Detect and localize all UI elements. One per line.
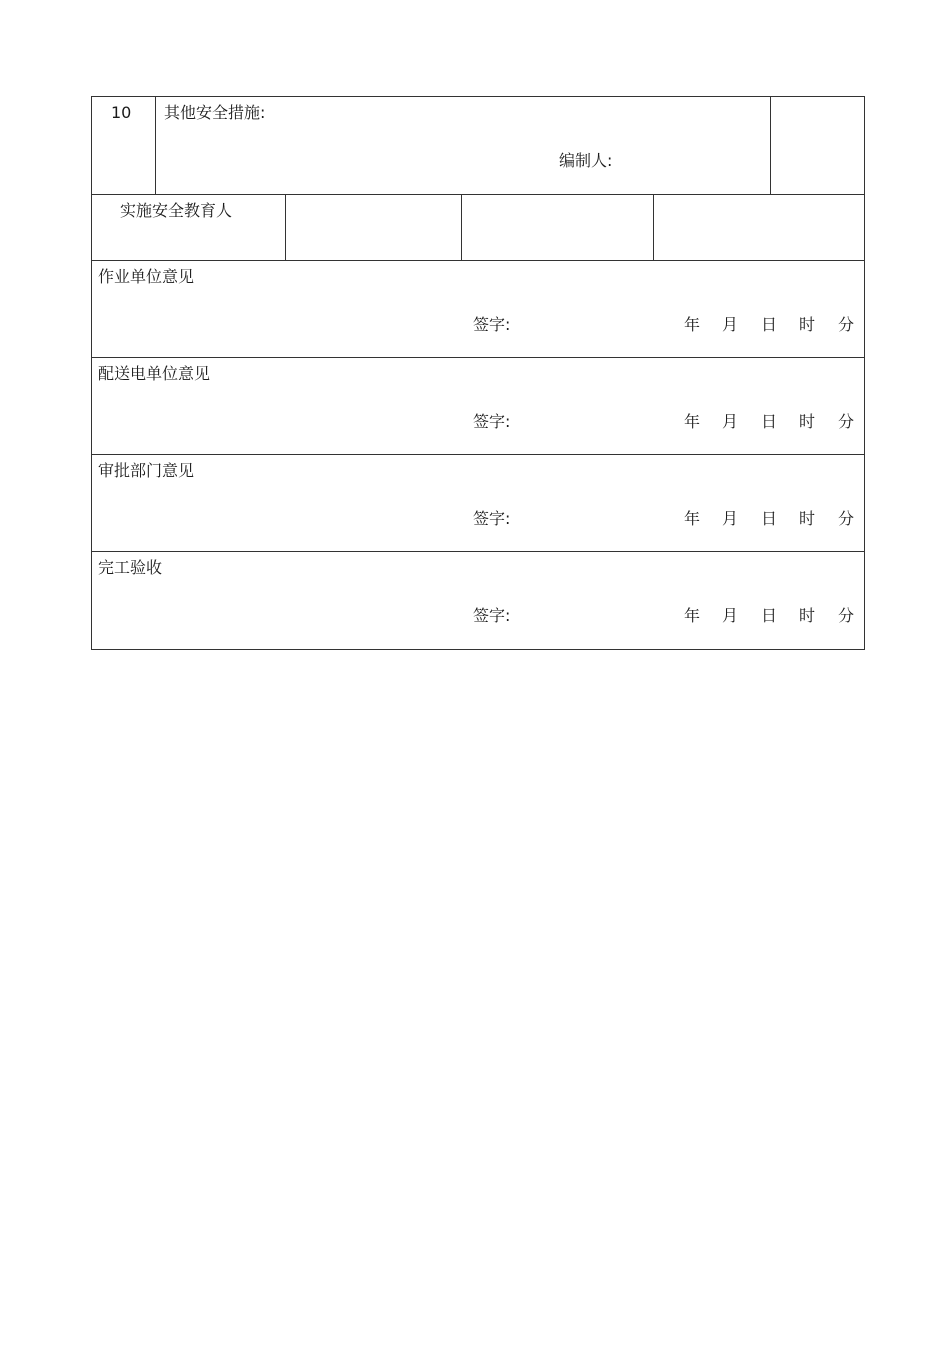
education-field-3[interactable]: [653, 195, 864, 261]
month-label: 月: [722, 606, 739, 625]
hour-label: 时: [799, 509, 816, 528]
signature-label: 签字:: [473, 315, 511, 334]
compiler-label: 编制人:: [559, 151, 613, 170]
work-unit-opinion-row[interactable]: [92, 260, 864, 358]
year-label: 年: [684, 412, 701, 431]
signature-label: 签字:: [473, 412, 511, 431]
hour-label: 时: [799, 315, 816, 334]
opinion-title: 完工验收: [98, 558, 163, 577]
education-person-label: 实施安全教育人: [120, 201, 233, 220]
hour-label: 时: [799, 412, 816, 431]
education-field-2[interactable]: [461, 195, 654, 261]
hour-label: 时: [799, 606, 816, 625]
confirmation-cell[interactable]: [770, 97, 864, 195]
education-label-cell: [92, 195, 286, 261]
other-measures-cell[interactable]: [155, 97, 771, 195]
month-label: 月: [722, 315, 739, 334]
day-label: 日: [761, 412, 778, 431]
day-label: 日: [761, 509, 778, 528]
opinion-title: 作业单位意见: [98, 267, 195, 286]
minute-label: 分: [838, 315, 855, 334]
signature-label: 签字:: [473, 509, 511, 528]
measures-row: [92, 97, 864, 195]
row-number-cell: [92, 97, 156, 195]
minute-label: 分: [838, 606, 855, 625]
day-label: 日: [761, 315, 778, 334]
opinion-title: 配送电单位意见: [98, 364, 211, 383]
month-label: 月: [722, 412, 739, 431]
month-label: 月: [722, 509, 739, 528]
minute-label: 分: [838, 412, 855, 431]
education-field-1[interactable]: [285, 195, 462, 261]
education-row: [92, 194, 864, 261]
other-measures-label: 其他安全措施:: [164, 103, 266, 122]
signature-label: 签字:: [473, 606, 511, 625]
year-label: 年: [684, 606, 701, 625]
power-unit-opinion-row[interactable]: [92, 357, 864, 455]
year-label: 年: [684, 509, 701, 528]
opinion-title: 审批部门意见: [98, 461, 195, 480]
safety-form-table: [91, 96, 865, 650]
year-label: 年: [684, 315, 701, 334]
minute-label: 分: [838, 509, 855, 528]
row-number: 10: [111, 103, 132, 122]
approval-dept-opinion-row[interactable]: [92, 454, 864, 552]
completion-acceptance-row[interactable]: [92, 551, 864, 649]
day-label: 日: [761, 606, 778, 625]
